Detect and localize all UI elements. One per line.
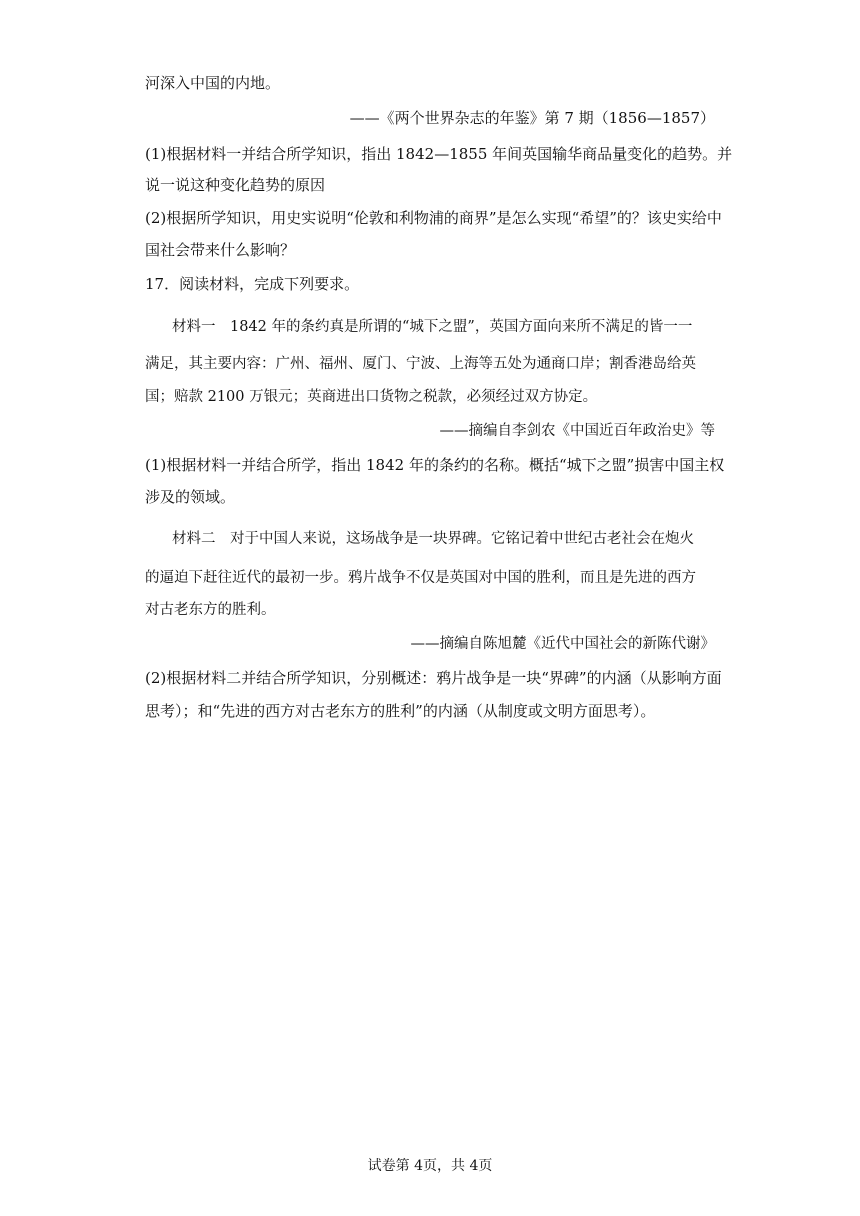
material1-line1: 材料一 1842 年的条约真是所谓的“城下之盟”，英国方面向来所不满足的皆一一: [172, 319, 693, 335]
q16-part2-line2: 国社会带来什么影响？: [145, 241, 296, 259]
source-citation-1: ——《两个世界杂志的年鉴》第 7 期（1856—1857）: [349, 109, 715, 127]
material1-line2: 满足，其主要内容：广州、福州、厦门、宁波、上海等五处为通商口岸；割香港岛给英: [145, 356, 696, 372]
q16-part1-line2: 说一说这种变化趋势的原因: [145, 176, 326, 194]
material2-line1: 材料二 对于中国人来说，这场战争是一块界碑。它铭记着中世纪古老社会在炮火: [172, 531, 694, 547]
material2-line3: 对古老东方的胜利。: [145, 602, 276, 618]
q17-part1-line1: (1)根据材料一并结合所学，指出 1842 年的条约的名称。概括“城下之盟”损害中国主权: [145, 456, 725, 474]
q17-part1-line2: 涉及的领域。: [145, 488, 236, 506]
material2-source: ——摘编自陈旭麓《近代中国社会的新陈代谢》: [410, 636, 715, 652]
q17-title: 17．阅读材料，完成下列要求。: [145, 275, 360, 293]
material1-source: ——摘编自李剑农《中国近百年政治史》等: [439, 423, 715, 439]
q17-part2-line2: 思考）；和“先进的西方对古老东方的胜利”的内涵（从制度或文明方面思考）。: [145, 702, 656, 720]
top-fragment-text: 河深入中国的内地。: [145, 74, 281, 92]
q17-part2-line1: (2)根据材料二并结合所学知识，分别概述：鸦片战争是一块“界碑”的内涵（从影响方面: [145, 669, 722, 687]
q16-part1-line1: (1)根据材料一并结合所学知识，指出 1842—1855 年间英国输华商品量变化的趋势。并: [145, 145, 733, 163]
material1-line3: 国；赔款 2100 万银元；英商进出口货物之税款，必须经过双方协定。: [145, 389, 598, 405]
q16-part2-line1: (2)根据所学知识，用史实说明“伦敦和利物浦的商界”是怎么实现“希望”的？该史实给中: [145, 209, 722, 227]
material2-line2: 的逼迫下赶往近代的最初一步。鸦片战争不仅是英国对中国的胜利，而且是先进的西方: [145, 570, 696, 586]
page-footer: 试卷第 4页，共 4页: [367, 1158, 493, 1174]
